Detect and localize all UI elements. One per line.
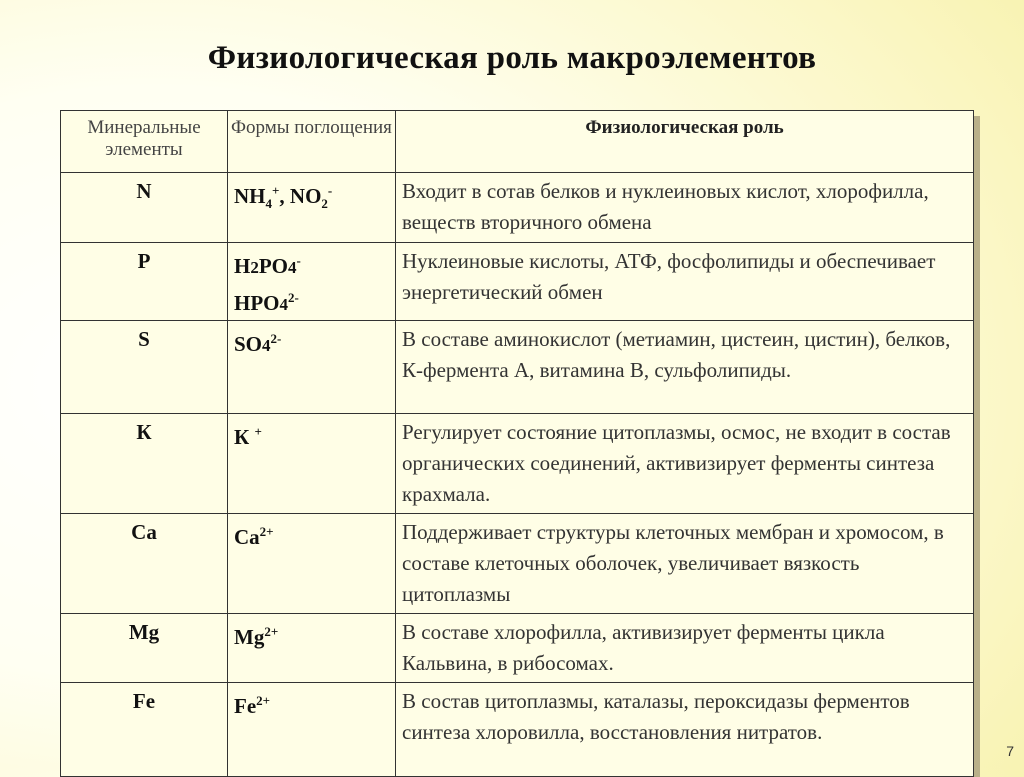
table-row (61, 514, 974, 614)
element-cell: Fe (61, 683, 228, 777)
page-title: Физиологическая роль макроэлементов (207, 40, 817, 76)
table-row (61, 614, 974, 683)
page-number: 7 (1006, 743, 1014, 759)
role-cell: В составе аминокислот (метиамин, цистеин, цистин), белков, К-фермента А, витамина В, сульфолипиды. (396, 321, 974, 414)
table-row (61, 173, 974, 243)
table-row (61, 683, 974, 777)
element-cell: N (61, 173, 228, 243)
element-cell: S (61, 321, 228, 414)
role-cell: Нуклеиновые кислоты, АТФ, фосфолипиды и обеспечивает энергетический обмен (396, 243, 974, 321)
form-cell: $Mg^{2+}$ (228, 614, 396, 683)
element-cell: К (61, 414, 228, 514)
role-cell: Входит в сотав белков и нуклеиновых кислот, хлорофилла, веществ вторичного обмена (396, 173, 974, 243)
header-elements: Минеральные элементы (61, 111, 228, 173)
form-cell: $Ca^{2+}$ (228, 514, 396, 614)
element-cell: Mg (61, 614, 228, 683)
element-cell: Ca (61, 514, 228, 614)
macroelements-table (60, 110, 974, 777)
table-row (61, 414, 974, 514)
table-header-row (61, 111, 974, 173)
form-cell: $NH_4^+$, $NO_2^-$ (228, 173, 396, 243)
role-cell: В состав цитоплазмы, каталазы, пероксидазы ферментов синтеза хлоровилла, восстановления нитратов. (396, 683, 974, 777)
header-role: Физиологическая роль (396, 111, 974, 173)
form-cell: $Fe^{2+}$ (228, 683, 396, 777)
header-forms: Формы поглощения (228, 111, 396, 173)
form-cell: $SO4^{2-}$ (228, 321, 396, 414)
element-cell: P (61, 243, 228, 321)
table-row (61, 321, 974, 414)
form-cell: H2PO4- $HPO4^{2-}$ (228, 243, 396, 321)
form-cell: К + (228, 414, 396, 514)
role-cell: Поддерживает структуры клеточных мембран и хромосом, в составе клеточных оболочек, увеличивает вязкость цитоплазмы (396, 514, 974, 614)
role-cell: В составе хлорофилла, активизирует ферменты цикла Кальвина, в рибосомах. (396, 614, 974, 683)
role-cell: Регулирует состояние цитоплазмы, осмос, не входит в состав органических соединений, активизирует ферменты синтеза крахмала. (396, 414, 974, 514)
table-row (61, 243, 974, 321)
